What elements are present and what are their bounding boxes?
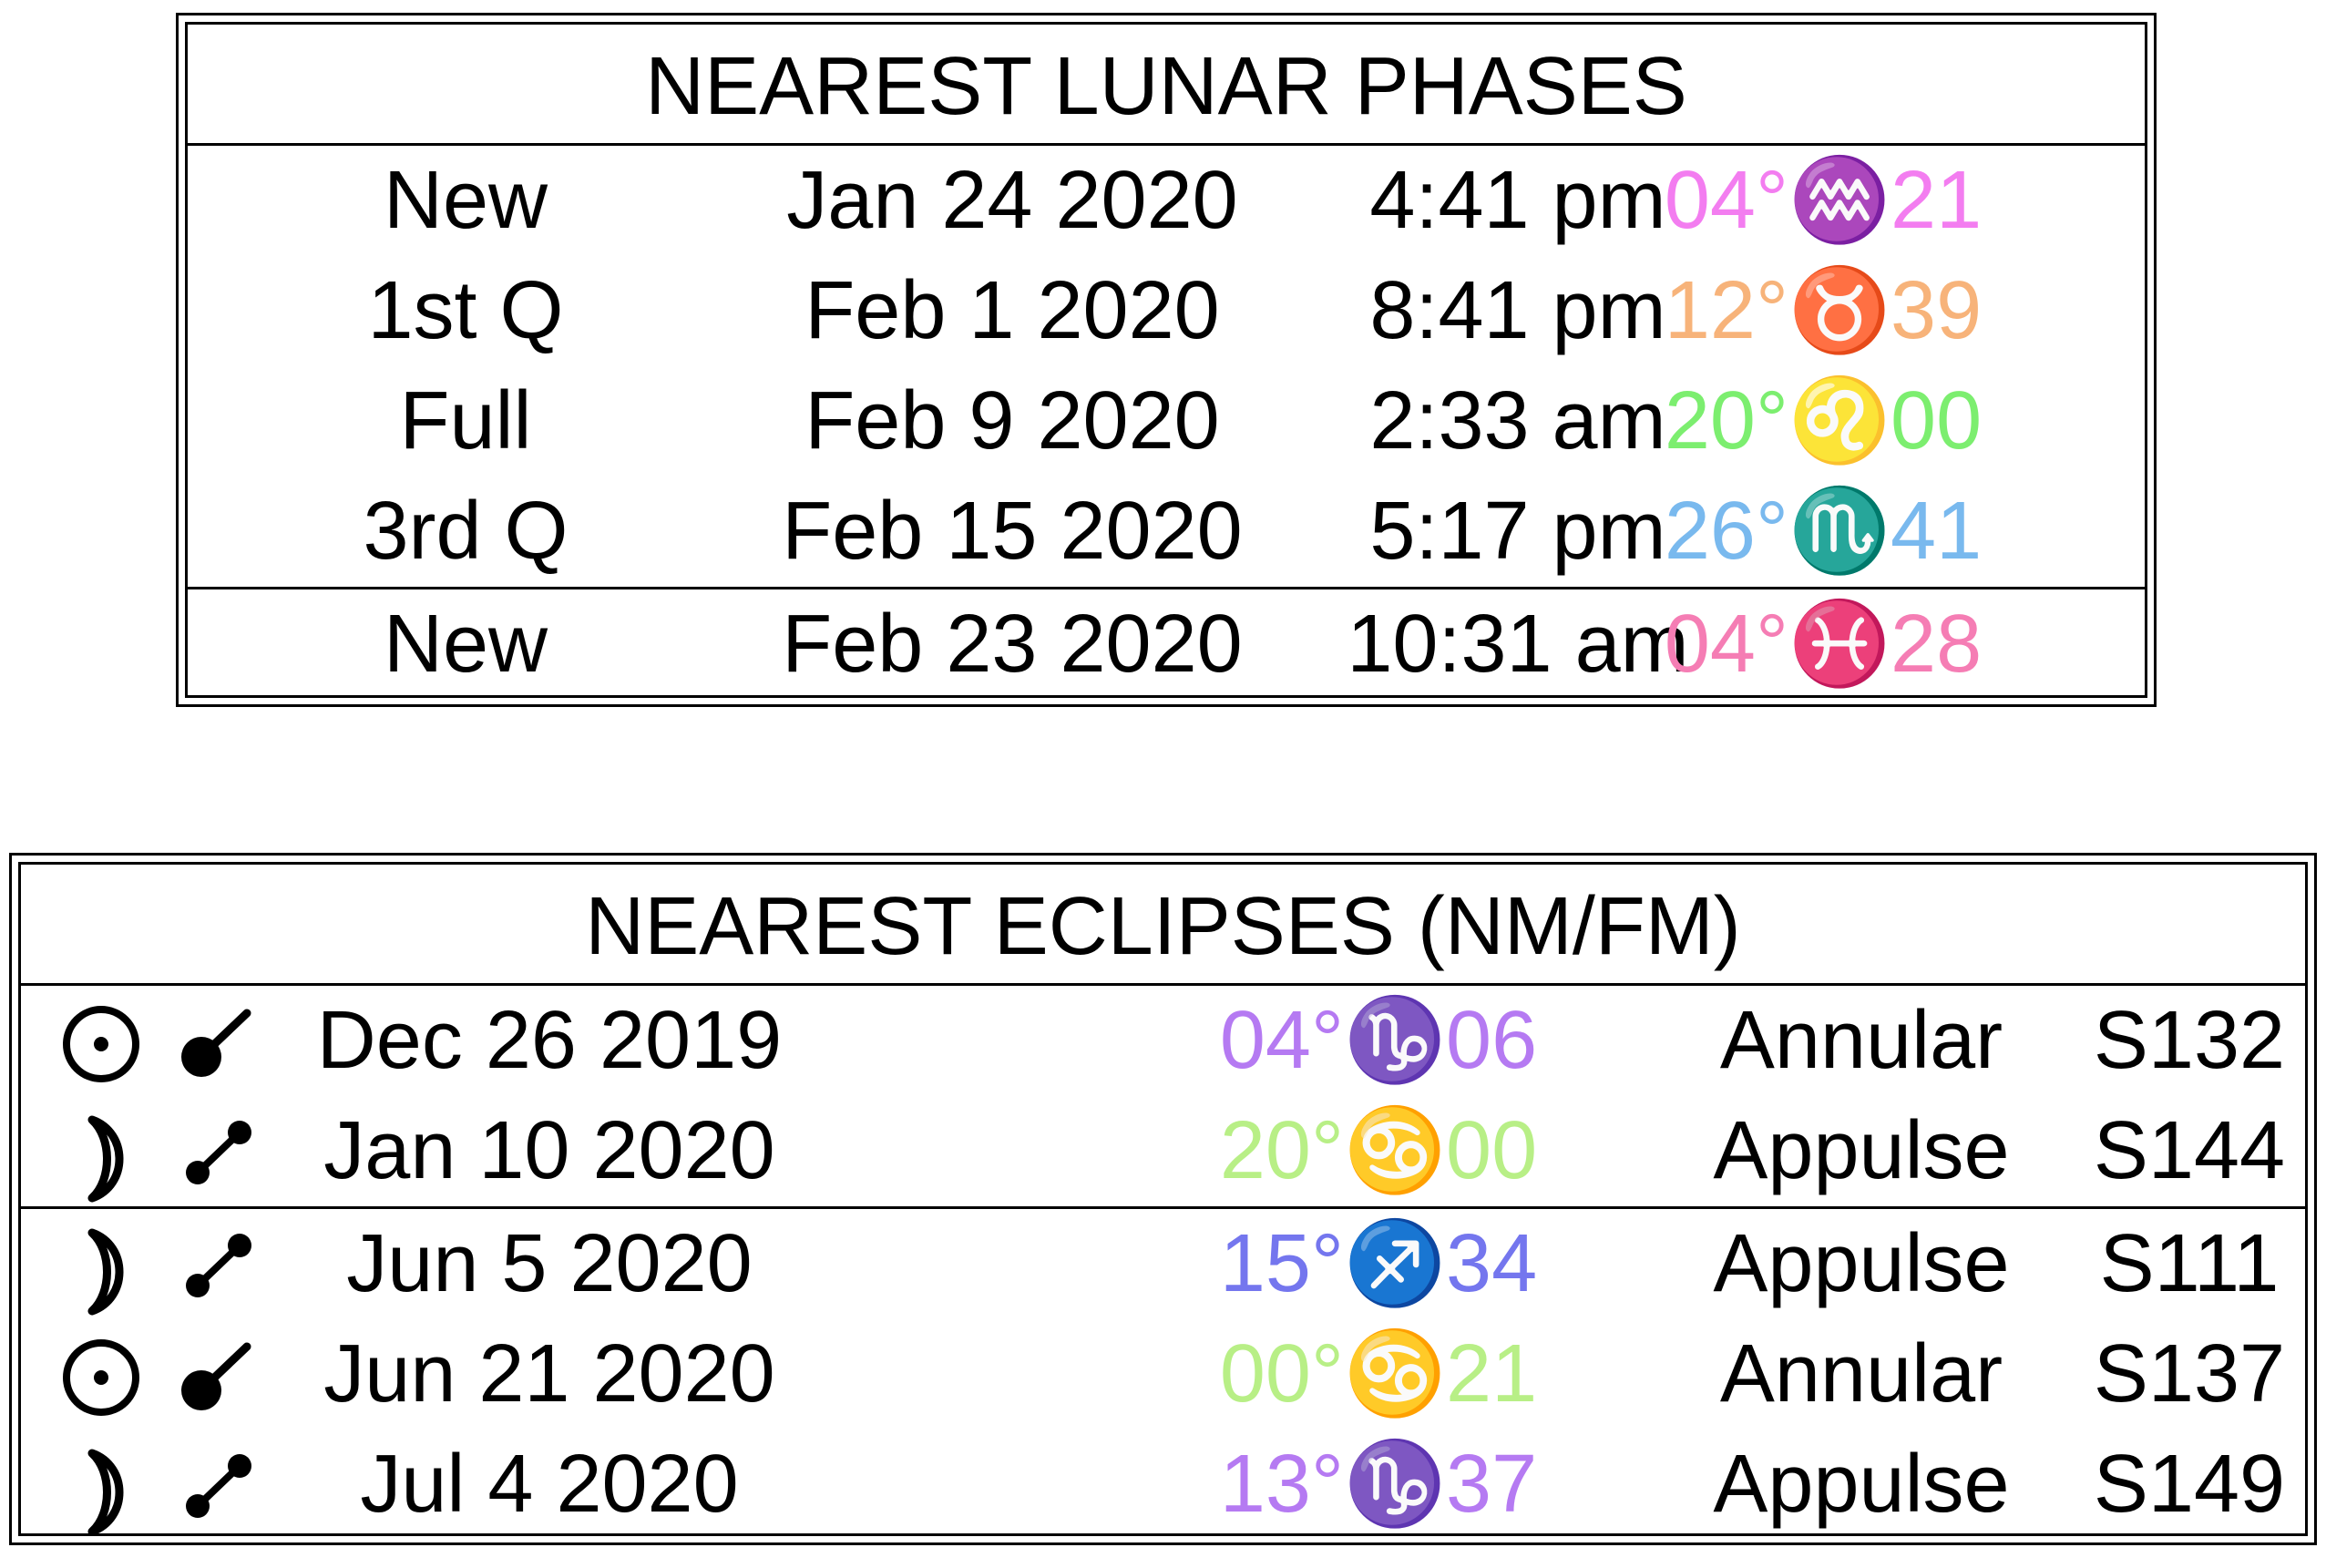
phase-name: 1st Q [367, 265, 564, 356]
saros-number: S149 [2093, 1439, 2286, 1530]
lunar-row [188, 587, 2145, 700]
lunar-phases-table [185, 22, 2147, 698]
phase-name: Full [399, 375, 532, 466]
eclipse-date: Jan 10 2020 [323, 1105, 775, 1196]
eclipse-type: Appulse [1713, 1439, 2010, 1530]
eclipses-title: NEAREST ECLIPSES (NM/FM) [21, 865, 2305, 986]
eclipse-position: 13°♑37 [1219, 1439, 1538, 1530]
eclipse-position: 04°♑06 [1219, 995, 1538, 1086]
phase-time: 10:31 am [1347, 599, 1689, 690]
eclipse-row [21, 1430, 2305, 1540]
phase-date: Jan 24 2020 [786, 155, 1238, 246]
eclipses-table [18, 862, 2308, 1536]
phase-position: 20°♌00 [1664, 375, 1983, 466]
phase-position: 04°♓28 [1664, 599, 1983, 690]
phase-name: New [383, 599, 548, 690]
phase-time: 4:41 pm [1369, 155, 1666, 246]
eclipse-date: Jun 5 2020 [346, 1218, 753, 1309]
eclipse-row [21, 986, 2305, 1096]
phase-date: Feb 15 2020 [782, 486, 1243, 577]
eclipse-type: Appulse [1713, 1105, 2010, 1196]
lunar-phases-panel [176, 13, 2157, 707]
north-node-icon [176, 1430, 258, 1568]
lunar-phases-title: NEAREST LUNAR PHASES [188, 25, 2145, 146]
eclipse-row [21, 1096, 2305, 1206]
eclipse-date: Jul 4 2020 [360, 1439, 739, 1530]
phase-position: 26°♏41 [1664, 486, 1983, 577]
phase-time: 5:17 pm [1369, 486, 1666, 577]
lunar-row [188, 366, 2145, 477]
eclipse-type: Appulse [1713, 1218, 2010, 1309]
phase-name: New [383, 155, 548, 246]
lunar-row [188, 477, 2145, 587]
phase-date: Feb 9 2020 [804, 375, 1220, 466]
phase-name: 3rd Q [363, 486, 569, 577]
eclipse-row [21, 1319, 2305, 1430]
eclipse-date: Dec 26 2019 [316, 995, 783, 1086]
saros-number: S144 [2093, 1105, 2286, 1196]
moon-icon [56, 1430, 147, 1568]
saros-number: S137 [2093, 1328, 2286, 1419]
eclipse-row [21, 1206, 2305, 1319]
eclipses-panel [9, 853, 2317, 1545]
eclipse-position: 20°♋00 [1219, 1105, 1538, 1196]
phase-position: 04°♒21 [1664, 155, 1983, 246]
lunar-row [188, 256, 2145, 366]
lunar-row [188, 146, 2145, 256]
eclipse-type: Annular [1719, 995, 2003, 1086]
eclipse-position: 15°♐34 [1219, 1218, 1538, 1309]
saros-number: S132 [2093, 995, 2286, 1086]
phase-position: 12°♉39 [1664, 265, 1983, 356]
phase-date: Feb 1 2020 [804, 265, 1220, 356]
phase-date: Feb 23 2020 [782, 599, 1243, 690]
eclipse-position: 00°♋21 [1219, 1328, 1538, 1419]
saros-number: S111 [2099, 1218, 2280, 1309]
eclipse-date: Jun 21 2020 [323, 1328, 775, 1419]
phase-time: 2:33 am [1369, 375, 1666, 466]
eclipse-type: Annular [1719, 1328, 2003, 1419]
phase-time: 8:41 pm [1369, 265, 1666, 356]
